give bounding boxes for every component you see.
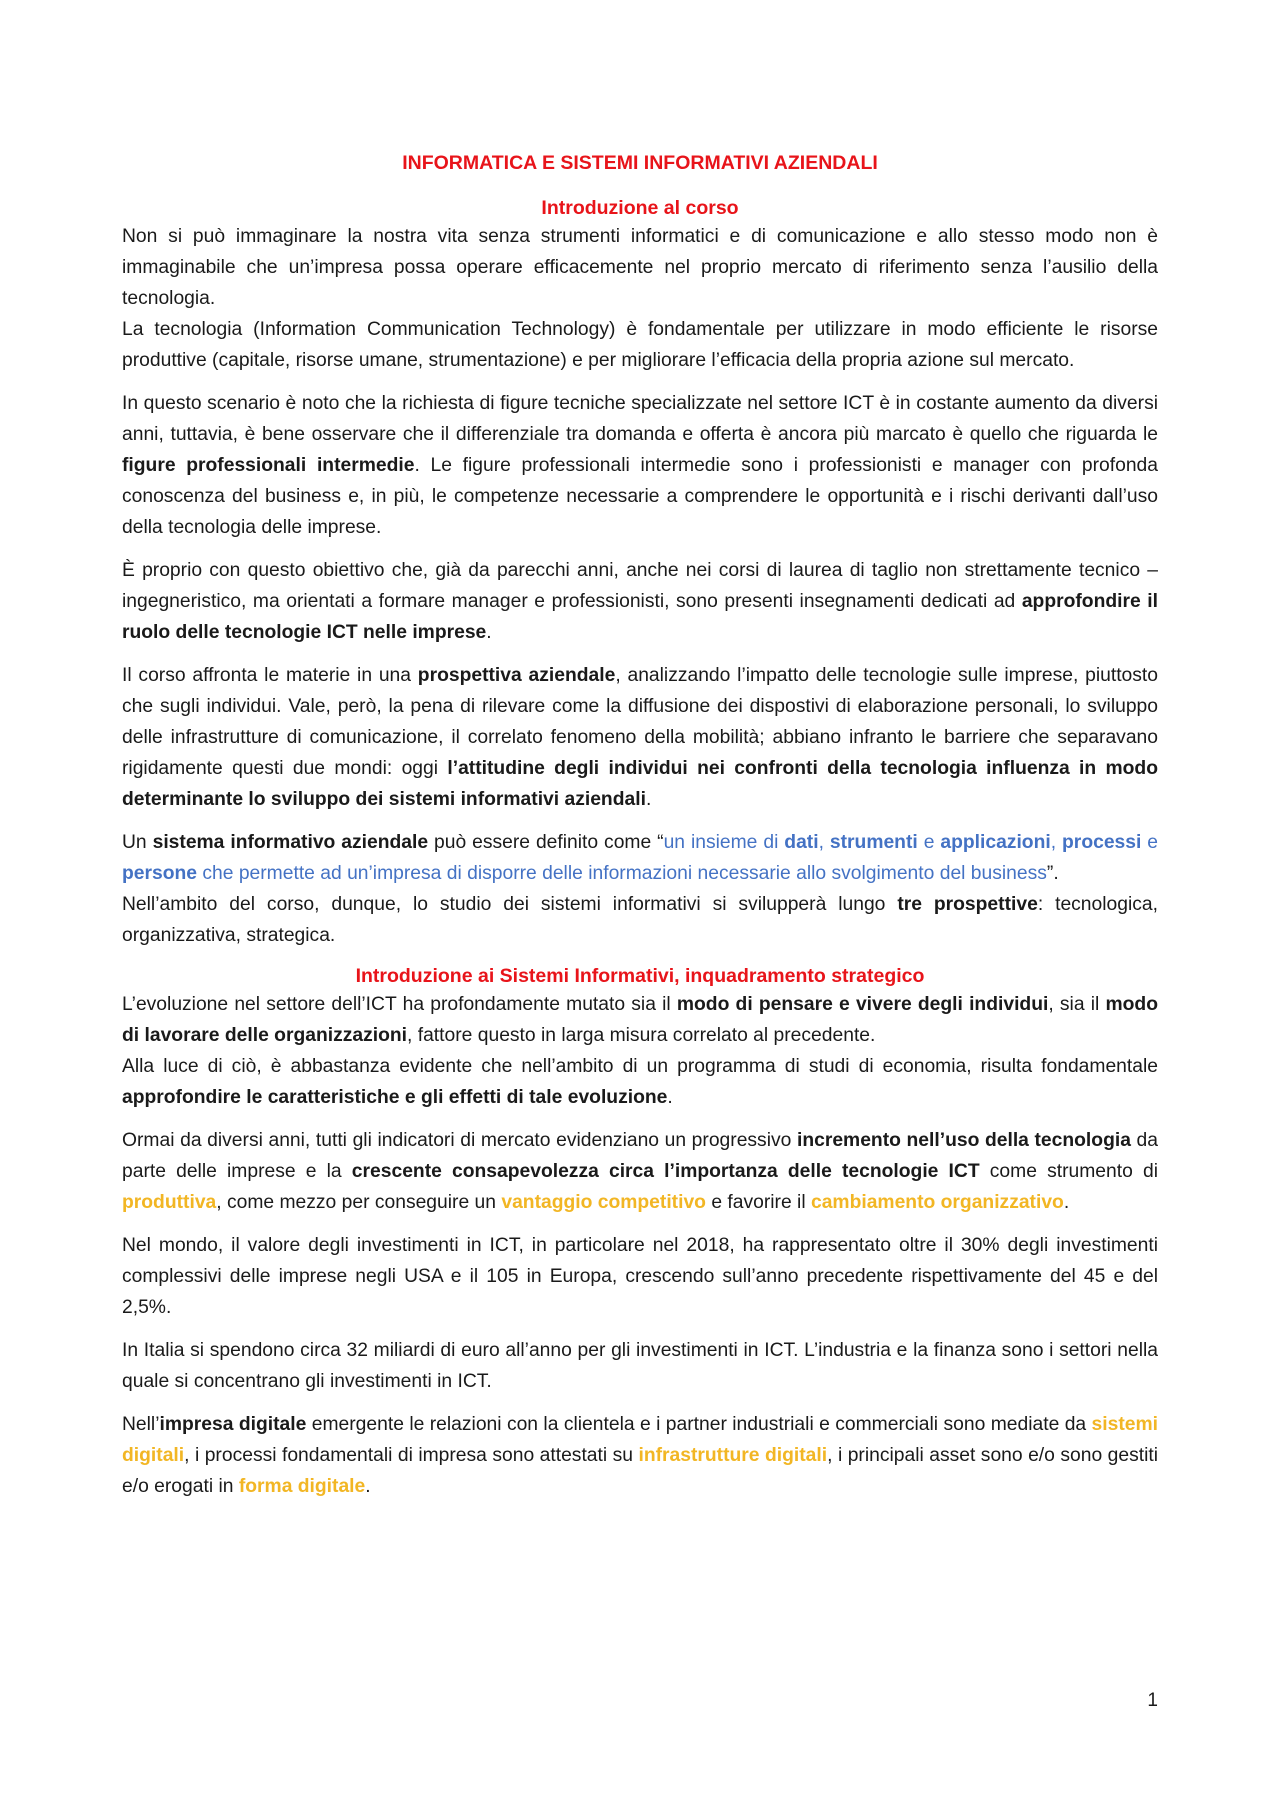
text-run: In Italia si spendono circa 32 miliardi di euro all’anno per gli investimenti in ICT. L’industria e la finanza sono i settori nella quale si concentrano gli investimenti in ICT. [122,1340,1158,1392]
paragraph [122,221,1158,314]
highlight-text: sistemi digitali [122,1414,1158,1466]
text-run: Alla luce di ciò, è abbastanza evidente che nell’ambito di un programma di studi di economia, risulta fondamentale [122,1056,1158,1077]
text-run: Il corso affronta le materie in una [122,665,418,686]
bold-text: persone [122,863,198,884]
highlight-text: cambiamento organizzativo [810,1192,1064,1213]
text-run: , [1050,832,1063,853]
bold-text: crescente consapevolezza circa l’importanza delle tecnologie ICT [351,1161,980,1182]
text-run: Un [122,832,153,853]
text-run: da parte delle imprese e la [122,1130,1158,1182]
document-title: INFORMATICA E SISTEMI INFORMATIVI AZIENDALI [402,152,878,174]
bold-text: incremento nell’uso della tecnologia [796,1130,1131,1151]
text-run: e [917,832,941,853]
bold-text: processi [1062,832,1142,853]
text-run: , i processi fondamentali di impresa sono attestati su [184,1445,639,1466]
text-run: può essere definito come “ [428,832,664,853]
bold-text: approfondire le caratteristiche e gli effetti di tale evoluzione [122,1087,668,1108]
bold-text: sistema informativo aziendale [152,832,429,853]
text-run: , fattore questo in larga misura correlato al precedente. [407,1025,876,1046]
bold-text: approfondire il ruolo delle tecnologie ICT nelle imprese [122,591,1158,643]
text-run: . [486,622,492,643]
section-heading-introduzione-corso: Introduzione al corso [541,197,739,219]
highlight-text: forma digitale [238,1476,366,1497]
text-run: In questo scenario è noto che la richiesta di figure tecniche specializzate nel settore ICT è in costante aumento da diversi anni, tuttavia, è bene osservare che il differenziale tra domanda e offerta è ancora più marcato è quello che riguarda le [122,393,1158,445]
text-run: , analizzando l’impatto delle tecnologie sulle imprese, piuttosto che sugli individui. Vale, però, la pena di rilevare come la diffusione dei dispostivi di elaborazione personali, lo sviluppo delle infrastrutture di comunicazione, il correlato fenomeno della mobilità; abbiano infranto le barriere che separavano rigidamente questi due mondi: oggi [122,665,1158,779]
paragraph [122,388,1158,543]
bold-text: modo di lavorare delle organizzazioni [122,994,1158,1046]
text-run: che permette ad un’impresa di disporre delle informazioni necessarie allo svolgimento del business [197,863,1047,884]
text-run: , come mezzo per conseguire un [216,1192,502,1213]
paragraph [122,660,1158,815]
text-run: , [818,832,830,853]
paragraph-definition [122,827,1158,889]
bold-text: strumenti [829,832,918,853]
text-run: . [365,1476,371,1497]
text-run: Nell’ambito del corso, dunque, lo studio dei sistemi informativi si svilupperà lungo [122,894,898,915]
text-run: ”. [1046,863,1059,884]
paragraph [122,1230,1158,1323]
text-run: La tecnologia (Information Communication Technology) è fondamentale per utilizzare in modo efficiente le risorse produttive (capitale, risorse umane, strumentazione) e per migliorare l’efficacia della propria azione sul mercato. [122,319,1158,371]
paragraph [122,1125,1158,1218]
text-run: : tecnologica, organizzativa, strategica. [122,894,1158,946]
text-run: un insieme di [663,832,785,853]
highlight-text: infrastrutture digitali [638,1445,828,1466]
text-run: Nel mondo, il valore degli investimenti in ICT, in particolare nel 2018, ha rappresentato oltre il 30% degli investimenti complessivi delle imprese negli USA e il 105 in Europa, crescendo sull’anno precedente rispettivamente del 45 e del 2,5%. [122,1235,1158,1318]
highlight-text: produttiva [122,1192,217,1213]
paragraph [122,314,1158,376]
bold-text: modo di pensare e vivere degli individui [676,994,1049,1015]
paragraph [122,1051,1158,1113]
paragraph [122,889,1158,951]
bold-text: prospettiva aziendale [417,665,616,686]
text-run: . Le figure professionali intermedie sono i professionisti e manager con profonda conoscenza del business e, in più, le competenze necessarie a comprendere le opportunità e i rischi derivanti dall’uso della tecnologia delle imprese. [122,455,1158,538]
text-run: . [645,789,652,810]
text-run: . [667,1087,673,1108]
text-run: , sia il [1048,994,1106,1015]
text-run: L’evoluzione nel settore dell’ICT ha profondamente mutato sia il [122,994,677,1015]
bold-text: applicazioni [940,832,1051,853]
bold-text: l’attitudine degli individui nei confronti della tecnologia influenza in modo determinante lo sviluppo dei sistemi informativi aziendali [122,758,1158,810]
text-run: , i principali asset sono e/o sono gestiti e/o erogati in [122,1445,1158,1497]
paragraph [122,1409,1158,1502]
text-run: Ormai da diversi anni, tutti gli indicatori di mercato evidenziano un progressivo [122,1130,797,1151]
paragraph [122,555,1158,648]
paragraph [122,989,1158,1051]
text-run: emergente le relazioni con la clientela e i partner industriali e commerciali sono mediate da [306,1414,1092,1435]
bold-text: dati [784,832,819,853]
page-number: 1 [1147,1690,1158,1711]
bold-text: impresa digitale [159,1414,307,1435]
bold-text: figure professionali intermedie [122,455,415,476]
text-run: e favorire il [705,1192,811,1213]
text-run: È proprio con questo obiettivo che, già da parecchi anni, anche nei corsi di laurea di taglio non strettamente tecnico – ingegneristico, ma orientati a formare manager e professionisti, sono presenti insegnamenti dedicati ad [122,560,1158,612]
text-run: Nell’ [122,1414,160,1435]
bold-text: tre prospettive [897,894,1038,915]
paragraph [122,1335,1158,1397]
text-run: Non si può immaginare la nostra vita senza strumenti informatici e di comunicazione e allo stesso modo non è immaginabile che un’impresa possa operare efficacemente nel proprio mercato di riferimento senza l’ausilio della tecnologia. [122,226,1158,309]
text-run: . [1063,1192,1070,1213]
highlight-text: vantaggio competitivo [501,1192,706,1213]
text-run: come strumento di [979,1161,1158,1182]
text-run: e [1141,832,1159,853]
section-heading-sistemi-informativi: Introduzione ai Sistemi Informativi, inquadramento strategico [355,965,925,987]
